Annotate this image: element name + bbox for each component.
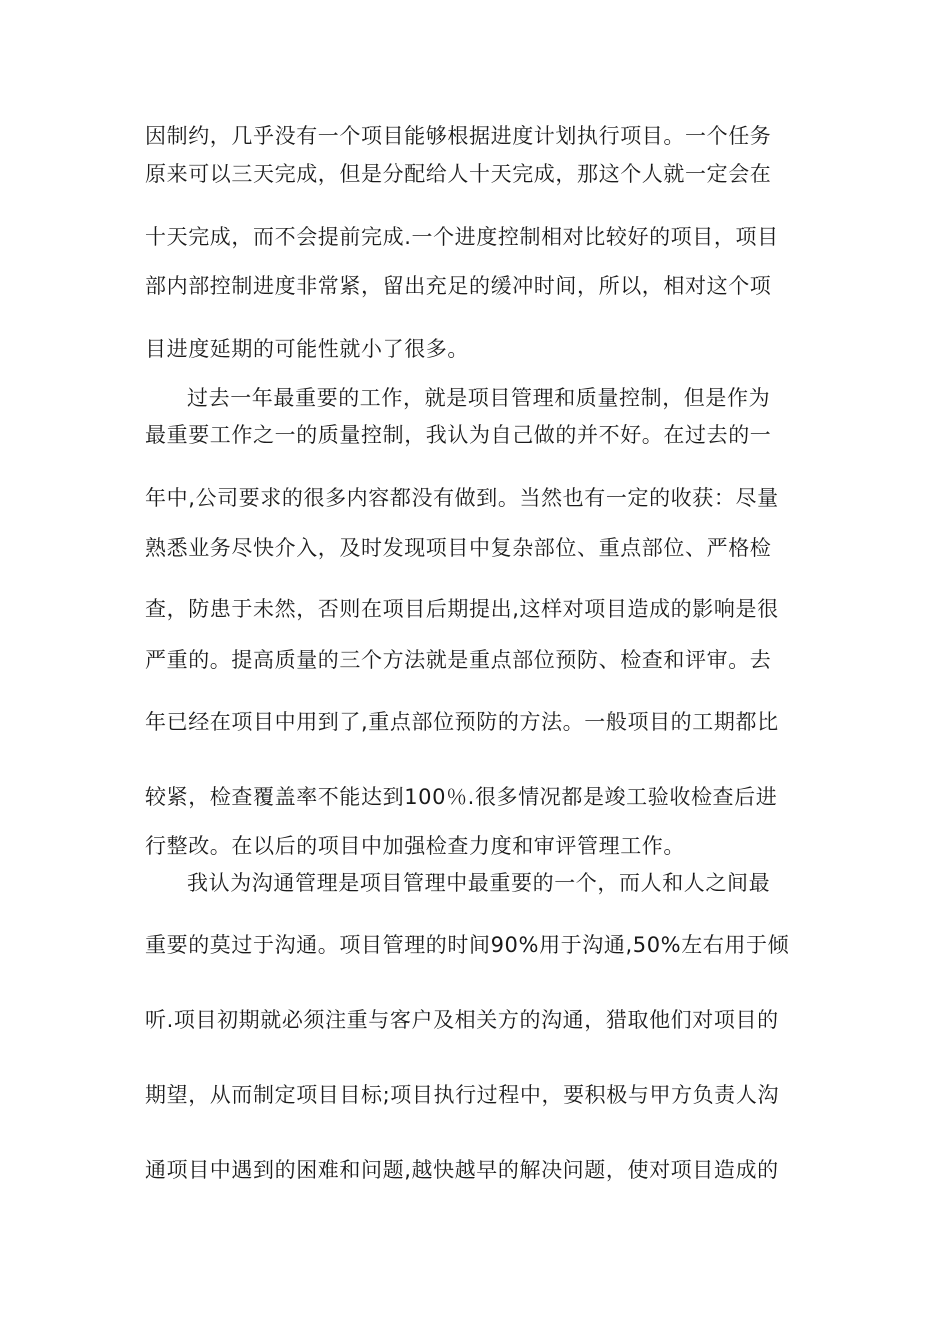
text-line: 十天完成，而不会提前完成.一个进度控制相对比较好的项目，项目 <box>145 225 779 249</box>
text-line: 熟悉业务尽快介入，及时发现项目中复杂部位、重点部位、严格检 <box>145 536 772 560</box>
text-line: 年中,公司要求的很多内容都没有做到。当然也有一定的收获：尽量 <box>145 486 779 510</box>
text-line: 部内部控制进度非常紧，留出充足的缓冲时间，所以，相对这个项 <box>145 274 772 298</box>
text-line: 目进度延期的可能性就小了很多。 <box>145 337 469 361</box>
text-line: 较紧，检查覆盖率不能达到100％.很多情况都是竣工验收检查后进 <box>145 785 778 809</box>
text-line: 重要的莫过于沟通。项目管理的时间90%用于沟通,50%左右用于倾 <box>145 933 790 957</box>
text-line: 查，防患于未然，否则在项目后期提出,这样对项目造成的影响是很 <box>145 597 779 621</box>
text-line: 因制约，几乎没有一个项目能够根据进度计划执行项目。一个任务 <box>145 124 772 148</box>
paragraph-first-line: 我认为沟通管理是项目管理中最重要的一个，而人和人之间最 <box>187 871 771 895</box>
text-line: 最重要工作之一的质量控制，我认为自己做的并不好。在过去的一 <box>145 423 772 447</box>
paragraph-first-line: 过去一年最重要的工作，就是项目管理和质量控制，但是作为 <box>187 386 771 410</box>
text-line: 通项目中遇到的困难和问题,越快越早的解决问题，使对项目造成的 <box>145 1158 779 1182</box>
text-line: 期望，从而制定项目目标;项目执行过程中，要积极与甲方负责人沟 <box>145 1083 780 1107</box>
text-line: 严重的。提高质量的三个方法就是重点部位预防、检查和评审。去 <box>145 648 772 672</box>
text-line: 行整改。在以后的项目中加强检查力度和审评管理工作。 <box>145 834 685 858</box>
text-line: 听.项目初期就必须注重与客户及相关方的沟通，猎取他们对项目的 <box>145 1008 779 1032</box>
text-line: 原来可以三天完成，但是分配给人十天完成，那这个人就一定会在 <box>145 162 772 186</box>
text-line: 年已经在项目中用到了,重点部位预防的方法。一般项目的工期都比 <box>145 710 779 734</box>
